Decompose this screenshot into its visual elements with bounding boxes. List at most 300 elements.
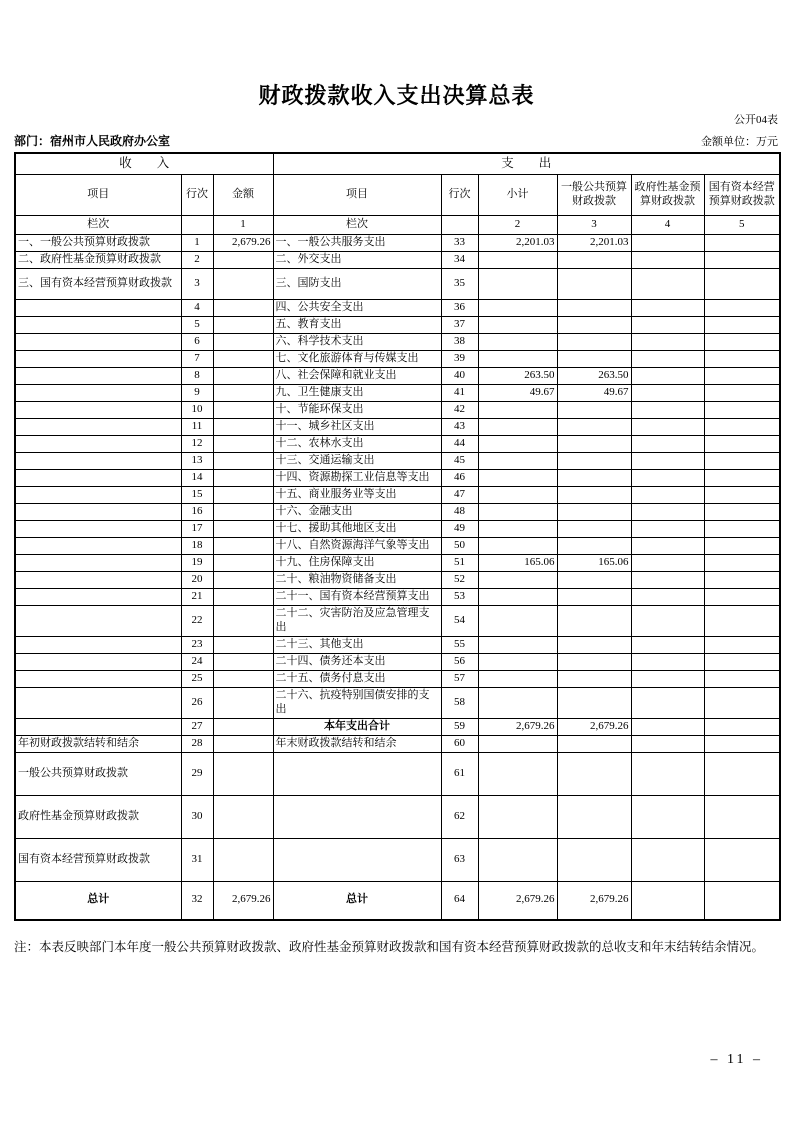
cell-income-item: 政府性基金预算财政拨款 <box>15 796 181 839</box>
table-row <box>15 470 780 487</box>
cell-exp-general-public <box>557 334 631 351</box>
cell-exp-gov-fund <box>631 235 704 252</box>
cell-exp-item <box>273 796 441 839</box>
cell-exp-item: 二十六、抗疫特别国债安排的支出 <box>273 688 441 719</box>
cell-exp-item <box>273 839 441 882</box>
cell-income-amount <box>213 589 273 606</box>
table-row <box>15 334 780 351</box>
cell-exp-row-no: 60 <box>441 736 478 753</box>
cell-income-item <box>15 637 181 654</box>
cell-exp-item: 二十四、债务还本支出 <box>273 654 441 671</box>
cell-income-row-no: 7 <box>181 351 213 368</box>
cell-exp-gov-fund <box>631 654 704 671</box>
cell-exp-gov-fund <box>631 317 704 334</box>
cell-exp-general-public <box>557 538 631 555</box>
cell-exp-row-no: 33 <box>441 235 478 252</box>
cell-exp-row-no: 46 <box>441 470 478 487</box>
cell-exp-state-capital <box>704 300 780 317</box>
cell-exp-general-public <box>557 839 631 882</box>
cell-exp-subtotal <box>478 453 557 470</box>
cell-exp-item: 二十、粮油物资储备支出 <box>273 572 441 589</box>
cell-exp-general-public <box>557 736 631 753</box>
cell-income-row-no: 5 <box>181 317 213 334</box>
cell-exp-row-no: 53 <box>441 589 478 606</box>
cell-exp-state-capital <box>704 555 780 572</box>
cell-exp-general-public: 2,679.26 <box>557 882 631 920</box>
cell-income-row-no: 30 <box>181 796 213 839</box>
cell-exp-subtotal <box>478 487 557 504</box>
header-state-capital-budget: 国有资本经营预算财政拨款 <box>704 175 780 216</box>
cell-exp-gov-fund <box>631 504 704 521</box>
lanci-col-1: 1 <box>213 216 273 235</box>
table-row <box>15 487 780 504</box>
cell-exp-item: 十、节能环保支出 <box>273 402 441 419</box>
cell-exp-subtotal <box>478 688 557 719</box>
cell-income-row-no: 6 <box>181 334 213 351</box>
cell-income-row-no: 16 <box>181 504 213 521</box>
cell-exp-gov-fund <box>631 882 704 920</box>
cell-income-amount: 2,679.26 <box>213 882 273 920</box>
cell-exp-subtotal: 2,679.26 <box>478 719 557 736</box>
cell-income-amount <box>213 671 273 688</box>
cell-income-row-no: 29 <box>181 753 213 796</box>
cell-exp-row-no: 44 <box>441 436 478 453</box>
cell-exp-gov-fund <box>631 555 704 572</box>
cell-exp-state-capital <box>704 453 780 470</box>
cell-exp-item <box>273 753 441 796</box>
column-header-row <box>15 175 780 216</box>
cell-exp-general-public <box>557 521 631 538</box>
table-row <box>15 572 780 589</box>
cell-exp-subtotal <box>478 753 557 796</box>
cell-exp-item: 四、公共安全支出 <box>273 300 441 317</box>
cell-exp-state-capital <box>704 538 780 555</box>
cell-exp-general-public <box>557 252 631 269</box>
cell-income-row-no: 28 <box>181 736 213 753</box>
table-row <box>15 504 780 521</box>
cell-exp-general-public <box>557 606 631 637</box>
table-row <box>15 453 780 470</box>
cell-exp-row-no: 38 <box>441 334 478 351</box>
cell-income-item <box>15 334 181 351</box>
cell-exp-subtotal <box>478 671 557 688</box>
header-income-item: 项目 <box>15 175 181 216</box>
cell-exp-gov-fund <box>631 637 704 654</box>
cell-exp-row-no: 36 <box>441 300 478 317</box>
cell-exp-gov-fund <box>631 719 704 736</box>
table-row <box>15 719 780 736</box>
cell-exp-state-capital <box>704 839 780 882</box>
cell-exp-row-no: 54 <box>441 606 478 637</box>
cell-exp-subtotal <box>478 654 557 671</box>
cell-exp-row-no: 55 <box>441 637 478 654</box>
cell-exp-row-no: 52 <box>441 572 478 589</box>
cell-exp-state-capital <box>704 796 780 839</box>
cell-income-amount <box>213 839 273 882</box>
cell-income-row-no: 31 <box>181 839 213 882</box>
cell-income-item <box>15 470 181 487</box>
cell-exp-subtotal: 263.50 <box>478 368 557 385</box>
cell-exp-state-capital <box>704 351 780 368</box>
cell-exp-gov-fund <box>631 368 704 385</box>
cell-exp-subtotal <box>478 572 557 589</box>
cell-exp-general-public <box>557 589 631 606</box>
cell-exp-state-capital <box>704 402 780 419</box>
cell-exp-gov-fund <box>631 269 704 300</box>
cell-exp-state-capital <box>704 436 780 453</box>
cell-exp-subtotal <box>478 796 557 839</box>
cell-exp-row-no: 64 <box>441 882 478 920</box>
table-row <box>15 436 780 453</box>
cell-exp-state-capital <box>704 317 780 334</box>
cell-income-amount <box>213 521 273 538</box>
cell-exp-general-public <box>557 688 631 719</box>
lanci-exp-label: 栏次 <box>273 216 441 235</box>
cell-exp-state-capital <box>704 419 780 436</box>
cell-exp-subtotal <box>478 269 557 300</box>
cell-income-row-no: 1 <box>181 235 213 252</box>
cell-exp-item: 九、卫生健康支出 <box>273 385 441 402</box>
cell-exp-item: 二十五、债务付息支出 <box>273 671 441 688</box>
cell-exp-subtotal <box>478 470 557 487</box>
table-row <box>15 538 780 555</box>
cell-exp-gov-fund <box>631 671 704 688</box>
cell-exp-state-capital <box>704 334 780 351</box>
cell-income-item <box>15 521 181 538</box>
cell-exp-general-public: 2,679.26 <box>557 719 631 736</box>
cell-income-item <box>15 671 181 688</box>
cell-exp-subtotal <box>478 538 557 555</box>
cell-exp-subtotal <box>478 317 557 334</box>
lanci-blank <box>181 216 213 235</box>
cell-exp-state-capital <box>704 368 780 385</box>
cell-income-amount: 2,679.26 <box>213 235 273 252</box>
cell-exp-gov-fund <box>631 736 704 753</box>
table-row <box>15 882 780 920</box>
cell-income-amount <box>213 334 273 351</box>
cell-income-item: 总计 <box>15 882 181 920</box>
header-gov-fund-budget: 政府性基金预算财政拨款 <box>631 175 704 216</box>
cell-exp-general-public <box>557 436 631 453</box>
cell-income-row-no: 18 <box>181 538 213 555</box>
cell-exp-gov-fund <box>631 521 704 538</box>
table-row <box>15 555 780 572</box>
table-row <box>15 385 780 402</box>
cell-exp-state-capital <box>704 521 780 538</box>
cell-exp-item: 十一、城乡社区支出 <box>273 419 441 436</box>
cell-exp-item: 年末财政拨款结转和结余 <box>273 736 441 753</box>
cell-exp-gov-fund <box>631 796 704 839</box>
cell-exp-general-public <box>557 504 631 521</box>
cell-exp-row-no: 56 <box>441 654 478 671</box>
cell-exp-subtotal <box>478 419 557 436</box>
cell-exp-gov-fund <box>631 252 704 269</box>
table-row <box>15 671 780 688</box>
cell-exp-item: 总计 <box>273 882 441 920</box>
cell-income-amount <box>213 753 273 796</box>
cell-exp-row-no: 50 <box>441 538 478 555</box>
table-row <box>15 688 780 719</box>
cell-income-amount <box>213 719 273 736</box>
cell-exp-state-capital <box>704 637 780 654</box>
cell-income-item <box>15 436 181 453</box>
cell-exp-gov-fund <box>631 385 704 402</box>
cell-income-amount <box>213 419 273 436</box>
section-header-row <box>15 153 780 175</box>
cell-income-item <box>15 589 181 606</box>
cell-exp-state-capital <box>704 589 780 606</box>
cell-income-item <box>15 538 181 555</box>
cell-exp-row-no: 59 <box>441 719 478 736</box>
cell-exp-subtotal <box>478 252 557 269</box>
cell-exp-gov-fund <box>631 572 704 589</box>
cell-exp-item: 三、国防支出 <box>273 269 441 300</box>
lanci-col-4: 4 <box>631 216 704 235</box>
cell-income-item <box>15 317 181 334</box>
column-index-row <box>15 216 780 235</box>
cell-income-row-no: 9 <box>181 385 213 402</box>
cell-exp-general-public <box>557 637 631 654</box>
cell-income-item: 年初财政拨款结转和结余 <box>15 736 181 753</box>
cell-exp-gov-fund <box>631 538 704 555</box>
cell-income-row-no: 15 <box>181 487 213 504</box>
cell-exp-gov-fund <box>631 300 704 317</box>
cell-exp-item: 十四、资源勘探工业信息等支出 <box>273 470 441 487</box>
income-section-header: 收 入 <box>15 153 273 175</box>
cell-exp-state-capital <box>704 487 780 504</box>
lanci-blank <box>441 216 478 235</box>
cell-exp-gov-fund <box>631 589 704 606</box>
cell-exp-general-public <box>557 572 631 589</box>
cell-income-row-no: 13 <box>181 453 213 470</box>
cell-exp-general-public <box>557 402 631 419</box>
cell-exp-state-capital <box>704 654 780 671</box>
cell-exp-item: 五、教育支出 <box>273 317 441 334</box>
cell-exp-subtotal <box>478 436 557 453</box>
cell-exp-row-no: 58 <box>441 688 478 719</box>
cell-exp-state-capital <box>704 882 780 920</box>
cell-exp-subtotal <box>478 521 557 538</box>
table-row <box>15 796 780 839</box>
cell-exp-state-capital <box>704 235 780 252</box>
cell-income-item <box>15 572 181 589</box>
cell-income-amount <box>213 606 273 637</box>
cell-exp-item: 二、外交支出 <box>273 252 441 269</box>
cell-income-row-no: 27 <box>181 719 213 736</box>
cell-exp-gov-fund <box>631 839 704 882</box>
cell-exp-state-capital <box>704 252 780 269</box>
cell-income-amount <box>213 402 273 419</box>
table-row <box>15 317 780 334</box>
cell-income-amount <box>213 385 273 402</box>
table-row <box>15 252 780 269</box>
header-income-row-no: 行次 <box>181 175 213 216</box>
cell-exp-general-public: 2,201.03 <box>557 235 631 252</box>
cell-income-row-no: 8 <box>181 368 213 385</box>
cell-exp-general-public <box>557 796 631 839</box>
table-row <box>15 606 780 637</box>
cell-exp-general-public <box>557 269 631 300</box>
cell-exp-state-capital <box>704 504 780 521</box>
cell-income-item: 二、政府性基金预算财政拨款 <box>15 252 181 269</box>
cell-exp-item: 二十一、国有资本经营预算支出 <box>273 589 441 606</box>
unit-label: 金额单位：万元 <box>701 136 778 148</box>
cell-exp-subtotal <box>478 589 557 606</box>
department-label: 部门：宿州市人民政府办公室 <box>14 134 171 148</box>
cell-income-item: 一、一般公共预算财政拨款 <box>15 235 181 252</box>
cell-exp-row-no: 43 <box>441 419 478 436</box>
cell-exp-item: 二十二、灾害防治及应急管理支出 <box>273 606 441 637</box>
cell-income-row-no: 32 <box>181 882 213 920</box>
cell-exp-gov-fund <box>631 453 704 470</box>
cell-exp-subtotal <box>478 402 557 419</box>
cell-exp-subtotal: 49.67 <box>478 385 557 402</box>
cell-income-row-no: 14 <box>181 470 213 487</box>
cell-exp-row-no: 35 <box>441 269 478 300</box>
cell-income-item <box>15 368 181 385</box>
cell-exp-gov-fund <box>631 351 704 368</box>
cell-income-item <box>15 606 181 637</box>
cell-exp-subtotal <box>478 736 557 753</box>
table-row <box>15 637 780 654</box>
cell-exp-item: 十二、农林水支出 <box>273 436 441 453</box>
cell-exp-general-public <box>557 351 631 368</box>
cell-income-amount <box>213 736 273 753</box>
cell-exp-state-capital <box>704 671 780 688</box>
cell-income-amount <box>213 654 273 671</box>
cell-income-item: 一般公共预算财政拨款 <box>15 753 181 796</box>
cell-exp-state-capital <box>704 269 780 300</box>
cell-exp-row-no: 41 <box>441 385 478 402</box>
table-row <box>15 589 780 606</box>
cell-income-amount <box>213 453 273 470</box>
header-exp-row-no: 行次 <box>441 175 478 216</box>
cell-exp-general-public <box>557 671 631 688</box>
header-exp-subtotal: 小计 <box>478 175 557 216</box>
cell-income-row-no: 23 <box>181 637 213 654</box>
cell-exp-gov-fund <box>631 688 704 719</box>
cell-exp-general-public <box>557 317 631 334</box>
cell-exp-gov-fund <box>631 334 704 351</box>
table-row <box>15 521 780 538</box>
cell-income-row-no: 21 <box>181 589 213 606</box>
cell-exp-subtotal <box>478 351 557 368</box>
cell-income-amount <box>213 538 273 555</box>
cell-income-row-no: 26 <box>181 688 213 719</box>
cell-exp-item: 七、文化旅游体育与传媒支出 <box>273 351 441 368</box>
cell-income-row-no: 3 <box>181 269 213 300</box>
cell-exp-state-capital <box>704 606 780 637</box>
cell-income-row-no: 2 <box>181 252 213 269</box>
cell-income-amount <box>213 555 273 572</box>
cell-exp-row-no: 61 <box>441 753 478 796</box>
cell-income-item: 国有资本经营预算财政拨款 <box>15 839 181 882</box>
lanci-col-2: 2 <box>478 216 557 235</box>
cell-exp-state-capital <box>704 688 780 719</box>
table-row <box>15 402 780 419</box>
cell-income-item <box>15 719 181 736</box>
table-row <box>15 654 780 671</box>
cell-exp-state-capital <box>704 572 780 589</box>
summary-table <box>14 152 781 921</box>
cell-exp-subtotal <box>478 300 557 317</box>
cell-exp-row-no: 51 <box>441 555 478 572</box>
table-row <box>15 736 780 753</box>
cell-exp-general-public <box>557 654 631 671</box>
table-row <box>15 351 780 368</box>
cell-income-item <box>15 688 181 719</box>
cell-income-row-no: 10 <box>181 402 213 419</box>
lanci-income-label: 栏次 <box>15 216 181 235</box>
cell-income-row-no: 22 <box>181 606 213 637</box>
cell-exp-item: 二十三、其他支出 <box>273 637 441 654</box>
cell-exp-item: 一、一般公共服务支出 <box>273 235 441 252</box>
cell-exp-row-no: 63 <box>441 839 478 882</box>
cell-exp-subtotal <box>478 606 557 637</box>
cell-exp-general-public: 49.67 <box>557 385 631 402</box>
cell-income-amount <box>213 470 273 487</box>
cell-income-item <box>15 402 181 419</box>
lanci-col-5: 5 <box>704 216 780 235</box>
cell-exp-item: 十七、援助其他地区支出 <box>273 521 441 538</box>
cell-exp-gov-fund <box>631 487 704 504</box>
cell-exp-state-capital <box>704 736 780 753</box>
cell-exp-gov-fund <box>631 436 704 453</box>
cell-income-item <box>15 300 181 317</box>
cell-income-item <box>15 385 181 402</box>
cell-exp-row-no: 45 <box>441 453 478 470</box>
cell-exp-row-no: 62 <box>441 796 478 839</box>
cell-exp-row-no: 57 <box>441 671 478 688</box>
cell-income-amount <box>213 637 273 654</box>
page-title: 财政拨款收入支出决算总表 <box>258 83 535 108</box>
cell-income-item <box>15 555 181 572</box>
cell-exp-general-public: 263.50 <box>557 368 631 385</box>
cell-income-amount <box>213 351 273 368</box>
cell-income-amount <box>213 688 273 719</box>
cell-exp-item: 本年支出合计 <box>273 719 441 736</box>
cell-income-item <box>15 453 181 470</box>
cell-exp-row-no: 49 <box>441 521 478 538</box>
cell-income-item <box>15 419 181 436</box>
cell-income-amount <box>213 796 273 839</box>
cell-exp-subtotal <box>478 637 557 654</box>
cell-income-amount <box>213 504 273 521</box>
cell-income-row-no: 19 <box>181 555 213 572</box>
header-general-public-budget: 一般公共预算财政拨款 <box>557 175 631 216</box>
cell-exp-general-public <box>557 753 631 796</box>
cell-exp-subtotal: 2,679.26 <box>478 882 557 920</box>
cell-exp-item: 六、科学技术支出 <box>273 334 441 351</box>
cell-exp-item: 十三、交通运输支出 <box>273 453 441 470</box>
cell-income-row-no: 12 <box>181 436 213 453</box>
cell-exp-item: 十六、金融支出 <box>273 504 441 521</box>
cell-income-item: 三、国有资本经营预算财政拨款 <box>15 269 181 300</box>
cell-exp-state-capital <box>704 470 780 487</box>
table-row <box>15 269 780 300</box>
cell-exp-item: 十九、住房保障支出 <box>273 555 441 572</box>
cell-exp-item: 十五、商业服务业等支出 <box>273 487 441 504</box>
cell-income-amount <box>213 487 273 504</box>
cell-exp-general-public <box>557 419 631 436</box>
cell-income-row-no: 17 <box>181 521 213 538</box>
cell-exp-state-capital <box>704 753 780 796</box>
cell-exp-subtotal <box>478 504 557 521</box>
cell-income-amount <box>213 269 273 300</box>
table-row <box>15 839 780 882</box>
cell-exp-state-capital <box>704 719 780 736</box>
cell-income-row-no: 4 <box>181 300 213 317</box>
